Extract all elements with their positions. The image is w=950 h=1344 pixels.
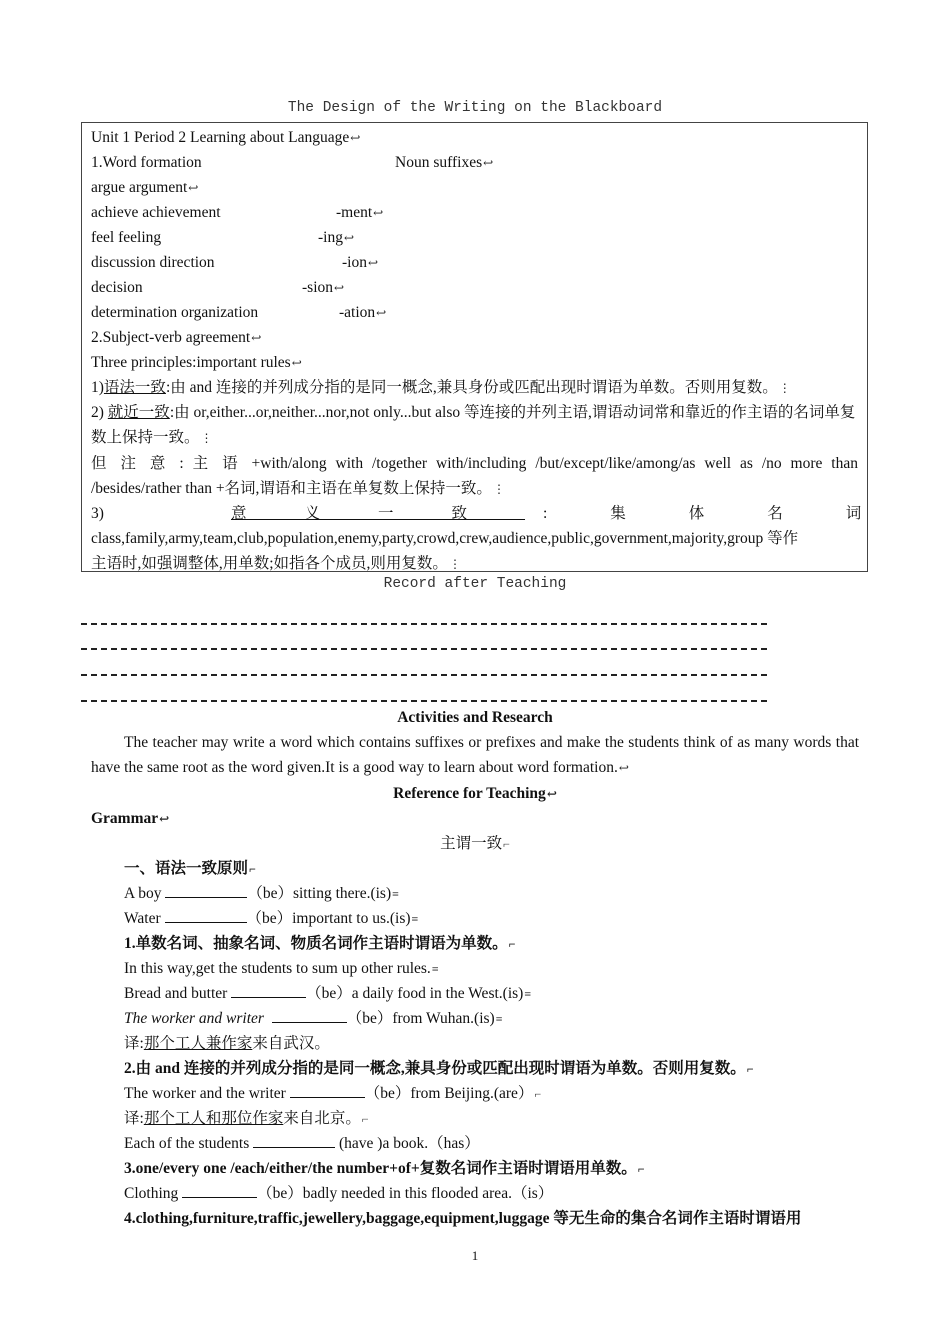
note-line-2: /besides/rather than +名词,谓语和主语在单复数上保持一致。⋮: [91, 480, 505, 497]
principle-1: 1)语法一致:由 and 连接的并列成分指的是同一概念,兼具身份或匹配出现时谓语为单数。否则用复数。⋮: [91, 379, 791, 396]
paragraph-mark-icon: ≡: [411, 912, 419, 926]
unit-title: Unit 1 Period 2 Learning about Language↩: [91, 129, 361, 146]
section-1-title: 一、语法一致原则⌐: [124, 860, 256, 877]
paragraph-mark-icon: ⌐: [508, 937, 516, 951]
record-line: [81, 648, 767, 650]
reference-heading: Reference for Teaching↩: [393, 785, 557, 802]
paragraph-mark-icon: ↩: [618, 761, 629, 775]
note-line-1: 但 注 意 : 主 语 +with/along with /together with/including /but/except/like/among/as well as /no more than: [91, 455, 858, 472]
paragraph-mark-icon: ≡: [495, 1012, 503, 1026]
paragraph-mark-icon: ⋮: [448, 557, 461, 571]
paragraph-mark-icon: ↩: [367, 256, 379, 270]
rule-4: 4.clothing,furniture,traffic,jewellery,baggage,equipment,luggage 等无生命的集合名词作主语时谓语用: [124, 1210, 802, 1227]
word-row: discussion direction -ion↩: [91, 250, 858, 275]
rule-3: 3.one/every one /each/either/the number+of+复数名词作主语时谓语用单数。⌐: [124, 1160, 645, 1177]
paragraph-mark-icon: ⌐: [746, 1062, 754, 1076]
paragraph-mark-icon: ⌐: [249, 862, 256, 876]
paragraph-mark-icon: ↩: [373, 206, 384, 220]
sv-agreement-label: 2.Subject-verb agreement↩: [91, 329, 262, 346]
paragraph-mark-icon: ↩: [188, 181, 199, 195]
paragraph-mark-icon: ↩: [376, 306, 387, 320]
paragraph-mark-icon: ≡: [524, 987, 532, 1001]
suffix: -ing↩: [318, 229, 355, 246]
word-row: determination organization -ation↩: [91, 300, 858, 325]
translation-1: 译:那个工人兼作家来自武汉。: [124, 1035, 330, 1052]
grammar-label: Grammar↩: [91, 810, 170, 827]
principle-3-key: 意义一致: [231, 505, 526, 522]
record-heading: Record after Teaching: [383, 576, 567, 592]
main-content: [91, 705, 859, 1231]
paragraph-mark-icon: ↩: [483, 156, 494, 170]
noun-suffixes-label: Noun suffixes↩: [395, 154, 494, 171]
principle-3-line-2: class,family,army,team,club,population,enemy,party,crowd,crew,audience,public,government,majority,group 等作: [91, 530, 799, 547]
principle-2: 2) 就近一致:由 or,either...or,neither...nor,not only...but also 等连接的并列主语,谓语动词常和靠近的作主语的名词单复数上保持一致。⋮: [91, 404, 856, 446]
example-5: The worker and the writer （be）from Beijing.(are）⌐: [124, 1085, 542, 1102]
topic-title: 主谓一致⌐: [440, 835, 510, 852]
blank-line: [165, 883, 247, 898]
suffix: -ion↩: [342, 254, 379, 271]
record-line: [81, 674, 767, 676]
blank-line: [272, 1008, 347, 1023]
activities-heading: Activities and Research: [397, 709, 553, 726]
principle-3-line-1: 3) 意义一致 :集体名词: [91, 501, 858, 526]
suffix: -sion↩: [302, 279, 345, 296]
translation-2: 译:那个工人和那位作家来自北京。⌐: [124, 1110, 369, 1127]
word-row: feel feeling -ing↩: [91, 225, 858, 250]
example-1: A boy （be）sitting there.(is)≡: [124, 885, 399, 902]
instruction: In this way,get the students to sum up other rules.≡: [124, 960, 439, 977]
paragraph-mark-icon: ⋮: [492, 482, 505, 496]
rule-1: 1.单数名词、抽象名词、物质名词作主语时谓语为单数。⌐: [124, 935, 516, 952]
example-6: Each of the students (have )a book.（has）: [124, 1135, 480, 1152]
blank-line: [165, 908, 247, 923]
suffix: -ment↩: [336, 204, 384, 221]
example-7: Clothing （be）badly needed in this flooded area.（is）: [124, 1185, 554, 1202]
example-2: Water （be）important to us.(is)≡: [124, 910, 419, 927]
paragraph-mark-icon: ↩: [350, 131, 361, 145]
word-row: achieve achievement -ment↩: [91, 200, 858, 225]
paragraph-mark-icon: ⌐: [361, 1112, 369, 1126]
blackboard-heading: The Design of the Writing on the Blackboard: [287, 100, 663, 116]
record-line: [81, 623, 767, 625]
paragraph-mark-icon: ⋮: [778, 381, 791, 395]
blank-line: [231, 983, 306, 998]
principle-3-words: :集体名词: [543, 505, 925, 522]
record-line: [81, 700, 767, 702]
paragraph-mark-icon: ⌐: [534, 1087, 542, 1101]
word-row: decision -sion↩: [91, 275, 858, 300]
paragraph-mark-icon: ⋮: [200, 431, 213, 445]
paragraph-mark-icon: ↩: [291, 356, 302, 370]
principle-3-line-3: 主语时,如强调整体,用单数;如指各个成员,则用复数。⋮: [91, 555, 461, 572]
word-formation-line: [91, 150, 858, 175]
example-3: Bread and butter （be）a daily food in the West.(is)≡: [124, 985, 532, 1002]
paragraph-mark-icon: ≡: [431, 962, 439, 976]
word-formation-label: 1.Word formation: [91, 154, 202, 171]
paragraph-mark-icon: ↩: [159, 812, 170, 826]
activities-text: The teacher may write a word which contains suffixes or prefixes and make the students think of as many words that have the same root as the word given.It is a good way to learn about word formation.↩: [91, 734, 859, 776]
paragraph-mark-icon: ⌐: [637, 1162, 645, 1176]
paragraph-mark-icon: ↩: [251, 331, 262, 345]
paragraph-mark-icon: ⌐: [503, 837, 510, 851]
example-4: The worker and writer （be）from Wuhan.(is)≡: [124, 1010, 503, 1027]
paragraph-mark-icon: ≡: [392, 887, 399, 901]
three-principles-label: Three principles:important rules↩: [91, 354, 302, 371]
blank-line: [253, 1133, 335, 1148]
suffix: -ation↩: [339, 304, 387, 321]
blank-line: [290, 1083, 365, 1098]
paragraph-mark-icon: ↩: [343, 231, 355, 245]
paragraph-mark-icon: ↩: [334, 281, 345, 295]
rule-2: 2.由 and 连接的并列成分指的是同一概念,兼具身份或匹配出现时谓语为单数。否则用复数。⌐: [124, 1060, 754, 1077]
page-number: 1: [471, 1248, 479, 1263]
blank-line: [182, 1183, 257, 1198]
blackboard-box: [81, 122, 925, 572]
paragraph-mark-icon: ↩: [546, 787, 557, 801]
word-row: argue argument↩: [91, 179, 199, 196]
